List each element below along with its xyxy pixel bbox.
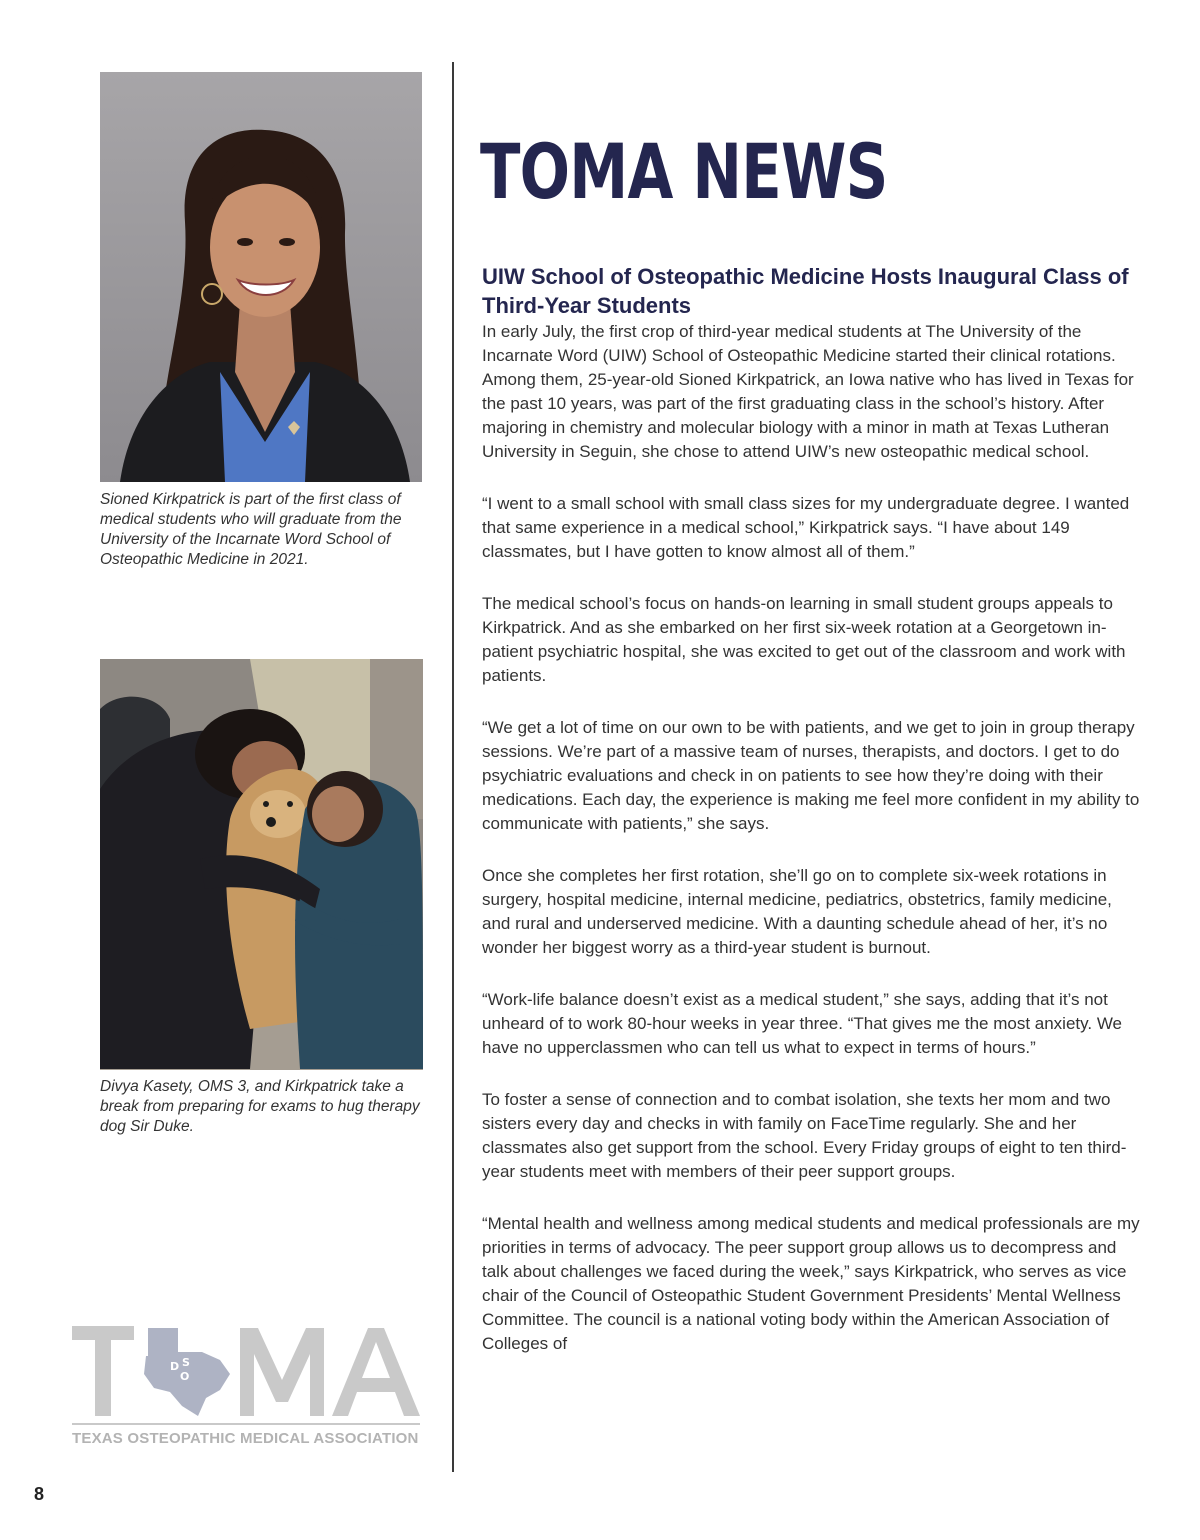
logo-subtitle: TEXAS OSTEOPATHIC MEDICAL ASSOCIATION <box>72 1430 419 1447</box>
svg-text:O: O <box>180 1370 190 1383</box>
article-headline: UIW School of Osteopathic Medicine Hosts Inaugural Class of Third-Year Students <box>482 264 1129 318</box>
therapy-dog-caption: Divya Kasety, OMS 3, and Kirkpatrick take a break from preparing for exams to hug therapy dog Sir Duke. <box>100 1078 420 1135</box>
article-paragraph: “I went to a small school with small class sizes for my undergraduate degree. I wanted that same experience in a medical school,” Kirkpatrick says. “I have about 149 classmates, but I have gotten to know almost all of them.” <box>482 494 1130 561</box>
portrait-photo <box>100 72 422 482</box>
svg-text:S: S <box>182 1356 190 1369</box>
article-paragraph: To foster a sense of connection and to combat isolation, she texts her mom and two sisters every day and checks in with family on FaceTime regularly. She and her classmates also get support from the school. Every Friday groups of eight to ten third-year students meet with members of their peer support groups. <box>482 1090 1127 1181</box>
section-masthead: TOMA NEWS <box>480 127 888 216</box>
portrait-caption: Sioned Kirkpatrick is part of the first class of medical students who will graduate from the University of the Incarnate Word School of Osteopathic Medicine in 2021. <box>100 491 402 568</box>
article-paragraph: The medical school’s focus on hands-on learning in small student groups appeals to Kirkpatrick. And as she embarked on her first six-week rotation at a Georgetown in-patient psychiatric hospital, she was excited to get out of the classroom and work with patients. <box>482 594 1126 685</box>
article-paragraph: “Work-life balance doesn’t exist as a medical student,” she says, adding that it’s not unheard of to work 80-hour weeks in year three. “That gives me the most anxiety. We have no upperclassmen who can tell us what to expect in terms of hours.” <box>482 990 1123 1057</box>
therapy-dog-photo <box>100 659 423 1070</box>
article-body <box>482 320 1142 1384</box>
article-paragraph: In early July, the first crop of third-year medical students at The University of the Incarnate Word (UIW) School of Osteopathic Medicine started their clinical rotations. Among them, 25-year-old Sioned Kirkpatrick, an Iowa native who has lived in Texas for the past 10 years, was part of the first graduating class in the school’s history. After majoring in chemistry and molecular biology with a minor in math at Texas Lutheran University in Seguin, she chose to attend UIW’s new osteopathic medical school. <box>482 322 1134 461</box>
article-paragraph: Once she completes her first rotation, she’ll go on to complete six-week rotations in surgery, hospital medicine, internal medicine, pediatrics, obstetrics, family medicine, and rural and underserved medicine. With a daunting schedule ahead of her, it’s no wonder her biggest worry as a third-year student is burnout. <box>482 866 1112 957</box>
toma-logo <box>70 1318 420 1458</box>
column-divider <box>452 62 454 1472</box>
logo-rule <box>72 1423 420 1425</box>
article-paragraph: “We get a lot of time on our own to be with patients, and we get to join in group therapy sessions. We’re part of a massive team of nurses, therapists, and doctors. I get to do psychiatric evaluations and check in on patients to see how they’re doing with their medications. Each day, the experience is making me feel more confident in my ability to communicate with patients,” she says. <box>482 718 1140 833</box>
article-paragraph: “Mental health and wellness among medical students and medical professionals are my priorities in terms of advocacy. The peer support group allows us to decompress and talk about challenges we faced during the week,” says Kirkpatrick, who serves as vice chair of the Council of Osteopathic Student Government Presidents’ Mental Wellness Committee. The council is a national voting body within the American Association of Colleges of <box>482 1214 1140 1353</box>
toma-wordmark <box>70 1318 420 1418</box>
page-number: 8 <box>34 1484 45 1504</box>
svg-text:D: D <box>170 1360 180 1373</box>
